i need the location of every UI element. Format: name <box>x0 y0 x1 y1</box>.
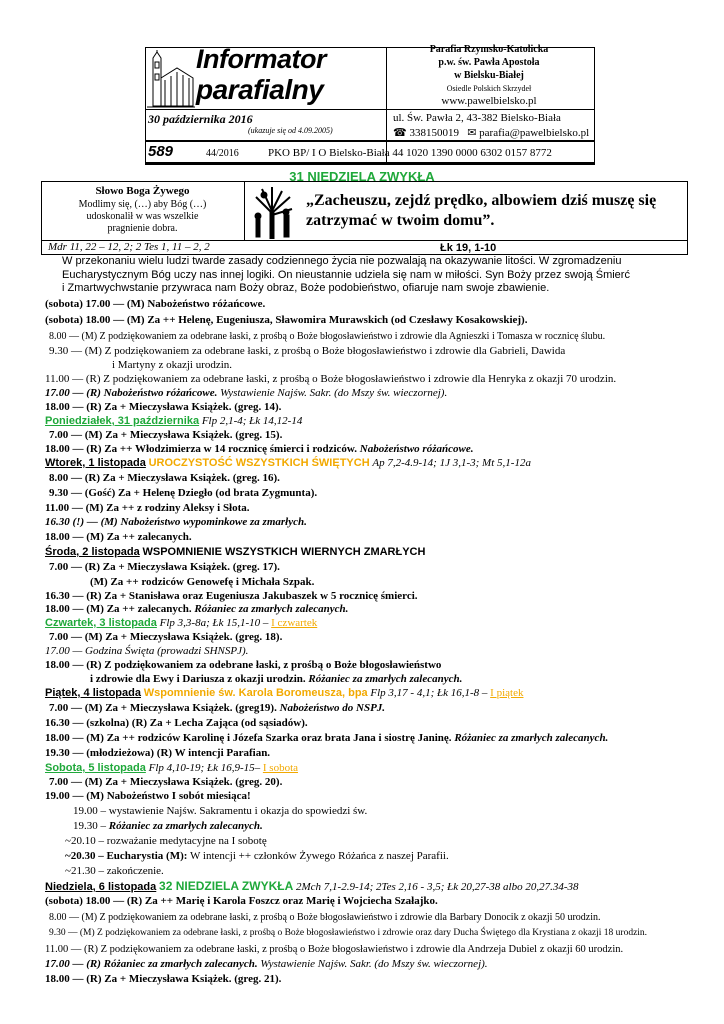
word-quote-1: „Zacheuszu, zejdź prędko, albowiem dziś muszę się <box>306 192 657 209</box>
sched-text-31b: Różaniec za zmarłych zalecanych. <box>108 820 263 832</box>
sched-text-33b: W intencji ++ członków Żywego Różańca z naszej Parafii. <box>190 850 449 862</box>
issue-week: 44/2016 <box>206 148 239 159</box>
sched-text-33a: ~20.30 – Eucharystia (M): <box>65 850 188 862</box>
sched-line-36: 8.00 — (M) Z podziękowaniem za odebrane łaski, z prośbą o Boże błogosławieństwo i zdrowie dla Barbary Donocik z okazji 50 urodzin. <box>49 912 601 923</box>
sched-line-38: 11.00 — (R) Z podziękowaniem za odebrane łaski, z prośbą o Boże błogosławieństwo i zdrowie dla Andrzeja Dubiel z okazji 60 urodzin. <box>45 944 624 955</box>
sunday-heading <box>45 880 579 894</box>
sched-line-35: (sobota) 18.00 — (R) Za ++ Marię i Karola Foszcz oraz Marię i Wojciecha Szałajko. <box>45 895 438 907</box>
sunday-title: 31 NIEDZIELA ZWYKŁA <box>289 169 435 184</box>
bulletin-title-line2: parafialny <box>196 74 324 105</box>
sched-line-22: 18.00 — (R) Z podziękowaniem za odebrane łaski, z prośbą o Boże błogosławieństwo <box>45 659 442 671</box>
sched-text-26a: 18.00 — (M) Za ++ rodziców Karolinę i Józefa Szarka oraz brata Jana i siostrę Janinę. <box>45 732 452 744</box>
sched-line-32: ~20.10 – rozważanie medytacyjne na I sobotę <box>65 835 267 847</box>
sched-line-34: ~21.30 – zakończenie. <box>65 865 164 877</box>
sched-text-19a: 18.00 — (M) Za ++ zalecanych. <box>45 603 192 615</box>
sched-line-25: 16.30 — (szkolna) (R) Za + Lecha Zająca (od sąsiadów). <box>45 717 308 729</box>
sched-line-13: 11.00 — (M) Za ++ z rodziny Aleksy i Słota. <box>45 502 250 514</box>
wednesday-heading <box>45 546 425 559</box>
header-hline <box>145 109 594 110</box>
sched-line-08: 18.00 — (R) Za + Mieczysława Książek. (greg. 14). <box>45 401 282 413</box>
sched-text-07a: 17.00 — (R) Nabożeństwo różańcowe. <box>45 387 218 399</box>
phone-icon: ☎ <box>393 127 410 139</box>
friday-readings: Flp 3,17 - 4,1; Łk 16,1-8 – <box>370 687 488 699</box>
word-divider <box>244 181 245 241</box>
sched-line-11: 8.00 — (R) Za + Mieczysława Książek. (greg. 16). <box>49 472 280 484</box>
tuesday-readings: Ap 7,2-4.9-14; 1J 3,1-3; Mt 5,1-12a <box>372 457 531 469</box>
bulletin-title-line1: Informator <box>196 44 326 74</box>
parish-name1: Parafia Rzymsko-Katolicka <box>429 44 549 55</box>
sched-line-15: 18.00 — (M) Za ++ zalecanych. <box>45 531 192 543</box>
email-link[interactable]: parafia@pawelbielsko.pl <box>479 127 590 139</box>
saturday-heading <box>45 762 298 775</box>
bank-account: PKO BP/ I O Bielsko-Biała 44 1020 1390 0000 6302 0157 8772 <box>268 147 552 159</box>
sched-line-18: 16.30 — (R) Za + Stanisława oraz Eugeniusza Jakubaszek w 5 rocznicę śmierci. <box>45 590 418 602</box>
sched-line-16: 7.00 — (R) Za + Mieczysława Książek. (greg. 17). <box>49 561 280 573</box>
word-quote <box>306 191 656 231</box>
monday-readings: Flp 2,1-4; Łk 14,12-14 <box>201 415 303 427</box>
friday-date: Piątek, 4 listopada <box>45 687 141 699</box>
saturday-note: I sobota <box>262 762 299 774</box>
header-hline2 <box>145 140 594 142</box>
sunday-readings: 2Mch 7,1-2.9-14; 2Tes 2,16 - 3,5; Łk 20,27-38 albo 20,27.34-38 <box>296 881 579 893</box>
email-icon: ✉ <box>461 127 480 139</box>
refs-right: Łk 19, 1-10 <box>440 242 497 254</box>
word-text-1: Modlimy się, (…) aby Bóg (…) <box>78 199 207 210</box>
website-link[interactable]: www.pawelbielsko.pl <box>441 95 537 107</box>
intro-text <box>62 255 630 296</box>
tuesday-feast: UROCZYSTOŚĆ WSZYSTKICH ŚWIĘTYCH <box>148 457 370 469</box>
word-quote-2: zatrzymać w twoim domu”. <box>306 212 495 229</box>
issue-number: 589 <box>148 143 174 160</box>
sched-line-30: 19.00 – wystawienie Najśw. Sakramentu i okazja do spowiedzi św. <box>73 805 368 817</box>
monday-date: Poniedziałek, 31 października <box>45 415 200 427</box>
tree-illustration <box>250 185 296 239</box>
header-hline3 <box>145 162 594 164</box>
sched-line-06: 11.00 — (R) Z podziękowaniem za odebrane łaski, z prośbą o Boże błogosławieństwo i zdrowie dla Henryka z okazji 70 urodzin. <box>45 373 617 385</box>
saturday-readings: Flp 4,10-19; Łk 16,9-15– <box>148 762 261 774</box>
parish-name3: w Bielsku-Białej <box>454 70 524 81</box>
sched-text-31a: 19.30 – <box>73 820 106 832</box>
word-text-2: udoskonalił w was wszelkie <box>86 211 199 222</box>
address: ul. Św. Pawła 2, 43-382 Bielsko-Biała <box>393 112 561 124</box>
intro-line-3: i Zmartwychwstanie przywraca nam Boży obraz, Boże podobieństwo, ofiaruje nam swoje zbawienie. <box>62 282 550 294</box>
sched-text-24a: 7.00 — (M) Za + Mieczysława Książek. (greg19). <box>49 702 277 714</box>
sched-line-01 <box>45 298 265 311</box>
sched-line-39 <box>45 958 488 971</box>
sched-text-01: (sobota) 17.00 — (M) Nabożeństwo różańcowe. <box>45 298 266 310</box>
friday-heading <box>45 687 523 700</box>
sched-line-21: 17.00 — Godzina Święta (prowadzi SHNSPJ). <box>45 645 249 657</box>
parish-name2: p.w. św. Pawła Apostoła <box>438 57 540 68</box>
sched-line-05: i Martyny z okazji urodzin. <box>112 359 233 371</box>
wednesday-feast: WSPOMNIENIE WSZYSTKICH WIERNYCH ZMARŁYCH <box>142 546 426 558</box>
tuesday-date: Wtorek, 1 listopada <box>45 457 146 469</box>
sched-line-37: 9.30 — (M) Z podziękowaniem za odebrane łaski, z prośbą o Boże błogosławieństwo i zdrowie oraz dary Ducha Świętego dla Krystiana z okazji 18 urodzin. <box>49 928 648 938</box>
sched-text-39b: Wystawienie Najśw. Sakr. (do Mszy św. wieczornej). <box>260 958 488 970</box>
date-note: (ukazuje się od 4.09.2005) <box>248 126 333 135</box>
monday-heading <box>45 415 302 428</box>
sched-line-12: 9.30 — (Gość) Za + Helenę Dziegło (od brata Zygmunta). <box>49 487 318 499</box>
sched-text-39a: 17.00 — (R) Różaniec za zmarłych zalecanych. <box>45 958 258 970</box>
sched-line-17: (M) Za ++ rodziców Genowefę i Michała Szpak. <box>90 576 315 588</box>
word-text <box>41 199 244 235</box>
thursday-readings: Flp 3,3-8a; Łk 15,1-10 – <box>159 617 269 629</box>
sched-line-33 <box>65 850 449 863</box>
tuesday-heading <box>45 457 531 470</box>
sched-line-19 <box>45 603 348 616</box>
sched-text-10a: 18.00 — (R) Za ++ Włodzimierza w 14 rocznicę śmierci i rodziców. <box>45 443 358 455</box>
word-heading: Słowo Boga Żywego <box>95 185 190 197</box>
sched-line-02: (sobota) 18.00 — (M) Za ++ Helenę, Eugeniusza, Sławomira Murawskich (od Czesławy Kosakowskiej). <box>45 314 528 326</box>
thursday-date: Czwartek, 3 listopada <box>45 617 157 629</box>
sched-line-24 <box>49 702 385 715</box>
sched-text-10b: Nabożeństwo różańcowe. <box>359 443 474 455</box>
sched-line-40: 18.00 — (R) Za + Mieczysława Książek. (greg. 21). <box>45 973 282 985</box>
saturday-date: Sobota, 5 listopada <box>45 762 146 774</box>
sunday-feast: 32 NIEDZIELA ZWYKŁA <box>159 879 294 893</box>
sched-text-23a: i zdrowie dla Ewy i Dariusza z okazji urodzin. <box>90 673 306 685</box>
thursday-heading <box>45 617 317 630</box>
sched-line-07 <box>45 387 447 400</box>
intro-line-1: W przekonaniu wielu ludzi twarde zasady codziennego życia nie pozwalają na okazywanie litości. W zgromadzeniu <box>62 255 622 267</box>
sched-line-31 <box>73 820 263 833</box>
sched-line-04: 9.30 — (M) Z podziękowaniem za odebrane łaski, z prośbą o Boże błogosławieństwo i zdrowie dla Gabrieli, Dawida <box>49 345 566 357</box>
thursday-note: I czwartek <box>271 617 318 629</box>
issue-date: 30 października 2016 <box>148 112 253 126</box>
sched-line-20: 7.00 — (M) Za + Mieczysława Książek. (greg. 18). <box>49 631 283 643</box>
intro-line-2: Eucharystycznym Bóg uczy nas innej logiki. On nieustannie udziela się nam w miłości. Syn Boży przez swoją Śmierć <box>62 268 630 281</box>
sched-line-23 <box>90 673 462 686</box>
sched-line-28: 7.00 — (M) Za + Mieczysława Książek. (greg. 20). <box>49 776 283 788</box>
refs-left: Mdr 11, 22 – 12, 2; 2 Tes 1, 11 – 2, 2 <box>48 241 210 253</box>
contact-row <box>393 126 589 139</box>
sched-line-14: 16.30 (!) — (M) Nabożeństwo wypominkowe za zmarłych. <box>45 516 307 528</box>
sched-text-23b: Różaniec za zmarłych zalecanych. <box>308 673 463 685</box>
sched-text-19b: Różaniec za zmarłych zalecanych. <box>194 603 349 615</box>
phone: 338150019 <box>409 127 459 139</box>
parish-district: Osiedle Polskich Skrzydeł <box>446 84 532 93</box>
sched-line-29: 19.00 — (M) Nabożeństwo I sobót miesiąca! <box>45 790 251 802</box>
sched-line-03: 8.00 — (M) Z podziękowaniem za odebrane łaski, z prośbą o Boże błogosławieństwo i zdrowie dla Agnieszki i Tomasza w rocznicę ślubu. <box>49 331 606 342</box>
wednesday-date: Środa, 2 listopada <box>45 546 140 558</box>
sunday-date: Niedziela, 6 listopada <box>45 881 157 893</box>
sched-line-10 <box>45 443 473 456</box>
sched-text-07b: Wystawienie Najśw. Sakr. (do Mszy św. wieczornej). <box>220 387 448 399</box>
sched-text-26b: Różaniec za zmarłych zalecanych. <box>454 732 609 744</box>
friday-feast: Wspomnienie św. Karola Boromeusza, bpa <box>143 687 368 699</box>
church-logo <box>147 50 195 108</box>
word-text-3: pragnienie dobra. <box>107 223 178 234</box>
sched-line-27: 19.30 — (młodzieżowa) (R) W intencji Parafian. <box>45 747 271 759</box>
sched-line-26 <box>45 732 608 745</box>
sched-line-09: 7.00 — (M) Za + Mieczysława Książek. (greg. 15). <box>49 429 283 441</box>
sched-text-24b: Nabożeństwo do NSPJ. <box>279 702 386 714</box>
friday-note: I piątek <box>490 687 524 699</box>
